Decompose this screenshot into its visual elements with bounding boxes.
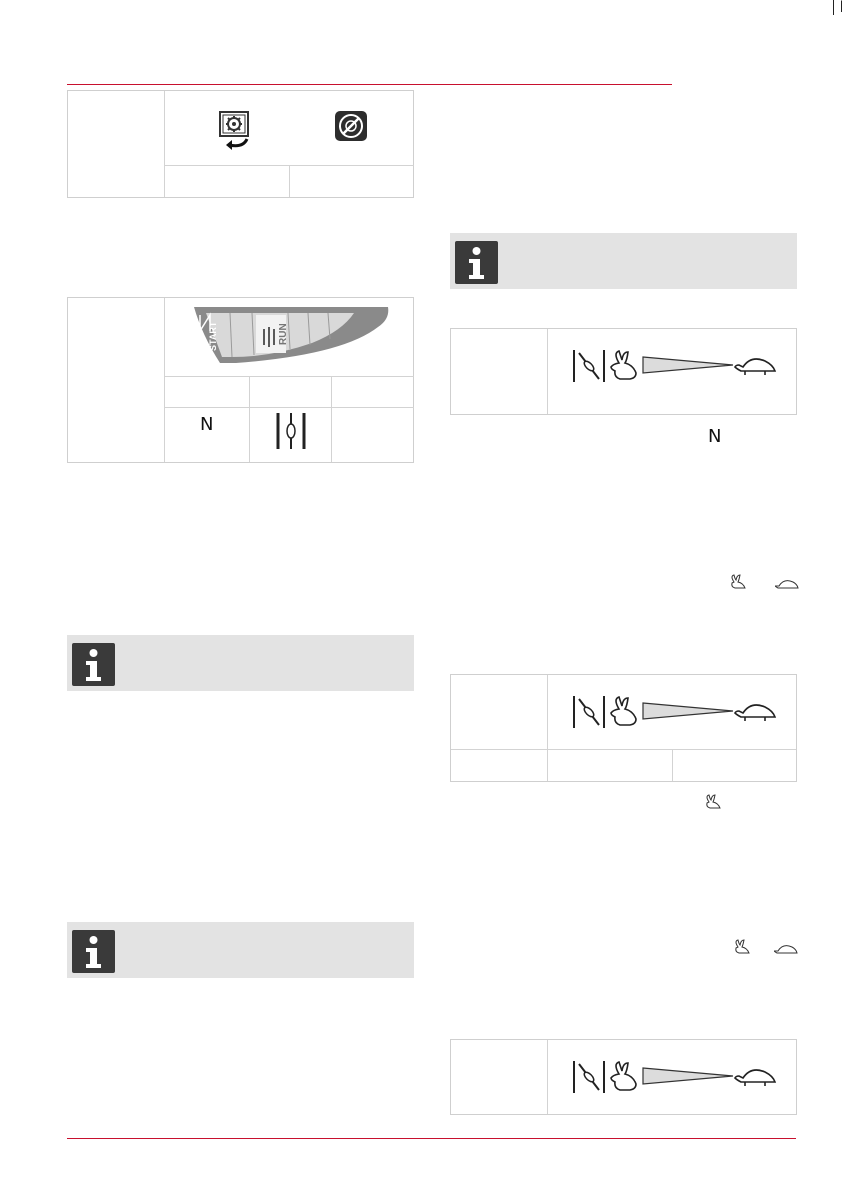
no-rotation-icon (333, 109, 369, 148)
rabbit-icon (705, 794, 723, 815)
table-divider (164, 298, 165, 462)
neutral-n-icon: N (708, 426, 722, 447)
turtle-icon (774, 943, 798, 961)
info-note-bar (67, 635, 414, 691)
throttle-panel-illustration (192, 305, 392, 372)
table-divider (249, 376, 250, 462)
info-icon (455, 241, 498, 284)
table-divider (547, 675, 548, 781)
table-divider (164, 376, 414, 377)
table-divider (547, 1040, 548, 1114)
rabbit-icon (611, 351, 636, 379)
crop-mark (830, 0, 842, 12)
speed-range-table (450, 674, 797, 782)
gear-rotate-icon (218, 109, 254, 156)
table-divider (289, 165, 290, 197)
turtle-icon (775, 578, 799, 596)
table-divider (547, 329, 548, 414)
info-note-bar (67, 922, 414, 978)
table-divider (164, 91, 165, 197)
speed-range-illustration (571, 347, 777, 385)
bottom-rule (67, 1138, 796, 1139)
svg-text:RUN: RUN (278, 323, 289, 345)
table-divider (164, 407, 414, 408)
table-divider (331, 376, 332, 462)
speed-range-illustration (571, 1058, 777, 1096)
info-note-bar (450, 233, 797, 289)
speed-range-table (450, 328, 797, 415)
speed-range-table (450, 1039, 797, 1115)
neutral-n-icon: N (200, 414, 214, 435)
choke-lever-icon (574, 350, 604, 382)
run-lever-icon (274, 411, 308, 456)
turtle-icon (735, 359, 775, 375)
svg-text:START: START (208, 321, 218, 351)
info-icon (72, 643, 115, 686)
rabbit-icon (730, 574, 748, 595)
gear-symbol-table (67, 90, 414, 198)
throttle-panel-table (67, 297, 414, 463)
top-rule (67, 84, 672, 85)
table-divider (672, 749, 673, 781)
info-icon (72, 930, 115, 973)
table-divider (451, 749, 796, 750)
speed-range-illustration (571, 693, 777, 731)
rabbit-icon (734, 939, 752, 960)
